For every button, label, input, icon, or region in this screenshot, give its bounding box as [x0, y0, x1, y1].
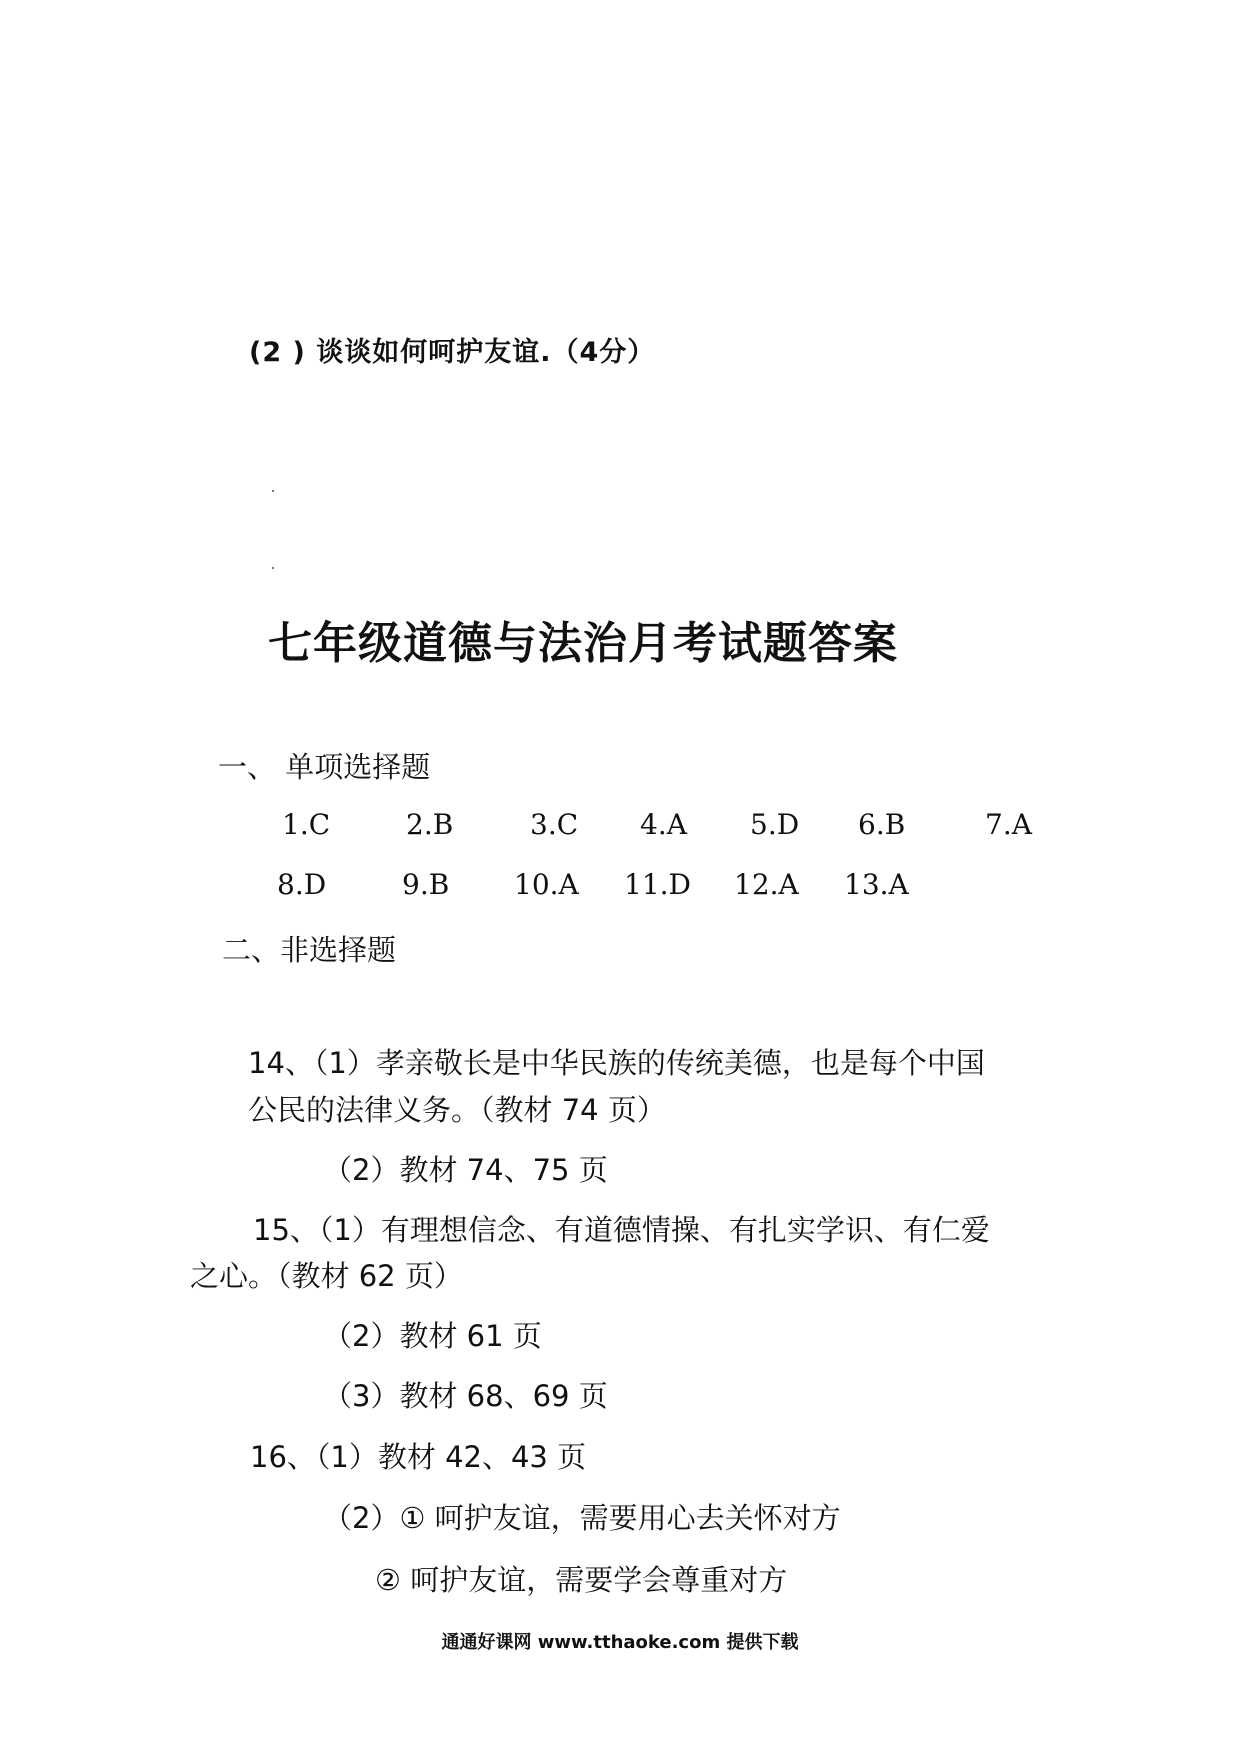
answer-item: 4.A — [640, 808, 687, 841]
previous-question: (2 ) 谈谈如何呵护友谊.（4分） — [249, 337, 656, 368]
q16-part1: 16、（1）教材 42、43 页 — [250, 1440, 587, 1474]
q15-line2: 之心。（教材 62 页） — [190, 1259, 463, 1293]
answer-item: 9.B — [402, 868, 450, 901]
section1-heading: 一、 单项选择题 — [218, 750, 431, 784]
answer-item: 11.D — [624, 868, 691, 901]
q14-part2: （2）教材 74、75 页 — [323, 1153, 608, 1187]
q15-part3: （3）教材 68、69 页 — [323, 1379, 608, 1413]
q15-part2: （2）教材 61 页 — [323, 1319, 542, 1353]
scan-dot — [272, 567, 274, 569]
q16-part2b: ② 呵护友谊，需要学会尊重对方 — [375, 1563, 788, 1597]
scan-dot — [272, 490, 274, 492]
q15-line1: 15、（1）有理想信念、有道德情操、有扎实学识、有仁爱 — [253, 1213, 990, 1247]
answer-item: 13.A — [844, 868, 909, 901]
q14-line1: 14、（1）孝亲敬长是中华民族的传统美德，也是每个中国 — [248, 1046, 985, 1080]
answer-item: 12.A — [734, 868, 799, 901]
answer-item: 5.D — [750, 808, 800, 841]
answer-item: 7.A — [985, 808, 1032, 841]
answer-item: 2.B — [406, 808, 454, 841]
answer-item: 10.A — [514, 868, 579, 901]
answer-item: 3.C — [530, 808, 579, 841]
page-title: 七年级道德与法治月考试题答案 — [268, 618, 898, 669]
section2-heading: 二、非选择题 — [222, 933, 397, 967]
answer-item: 6.B — [858, 808, 906, 841]
answer-item: 8.D — [277, 868, 327, 901]
footer-credit: 通通好课网 www.tthaoke.com 提供下载 — [441, 1632, 799, 1653]
q16-part2a: （2）① 呵护友谊，需要用心去关怀对方 — [323, 1501, 841, 1535]
q14-line2: 公民的法律义务。（教材 74 页） — [248, 1093, 666, 1127]
answer-item: 1.C — [282, 808, 331, 841]
